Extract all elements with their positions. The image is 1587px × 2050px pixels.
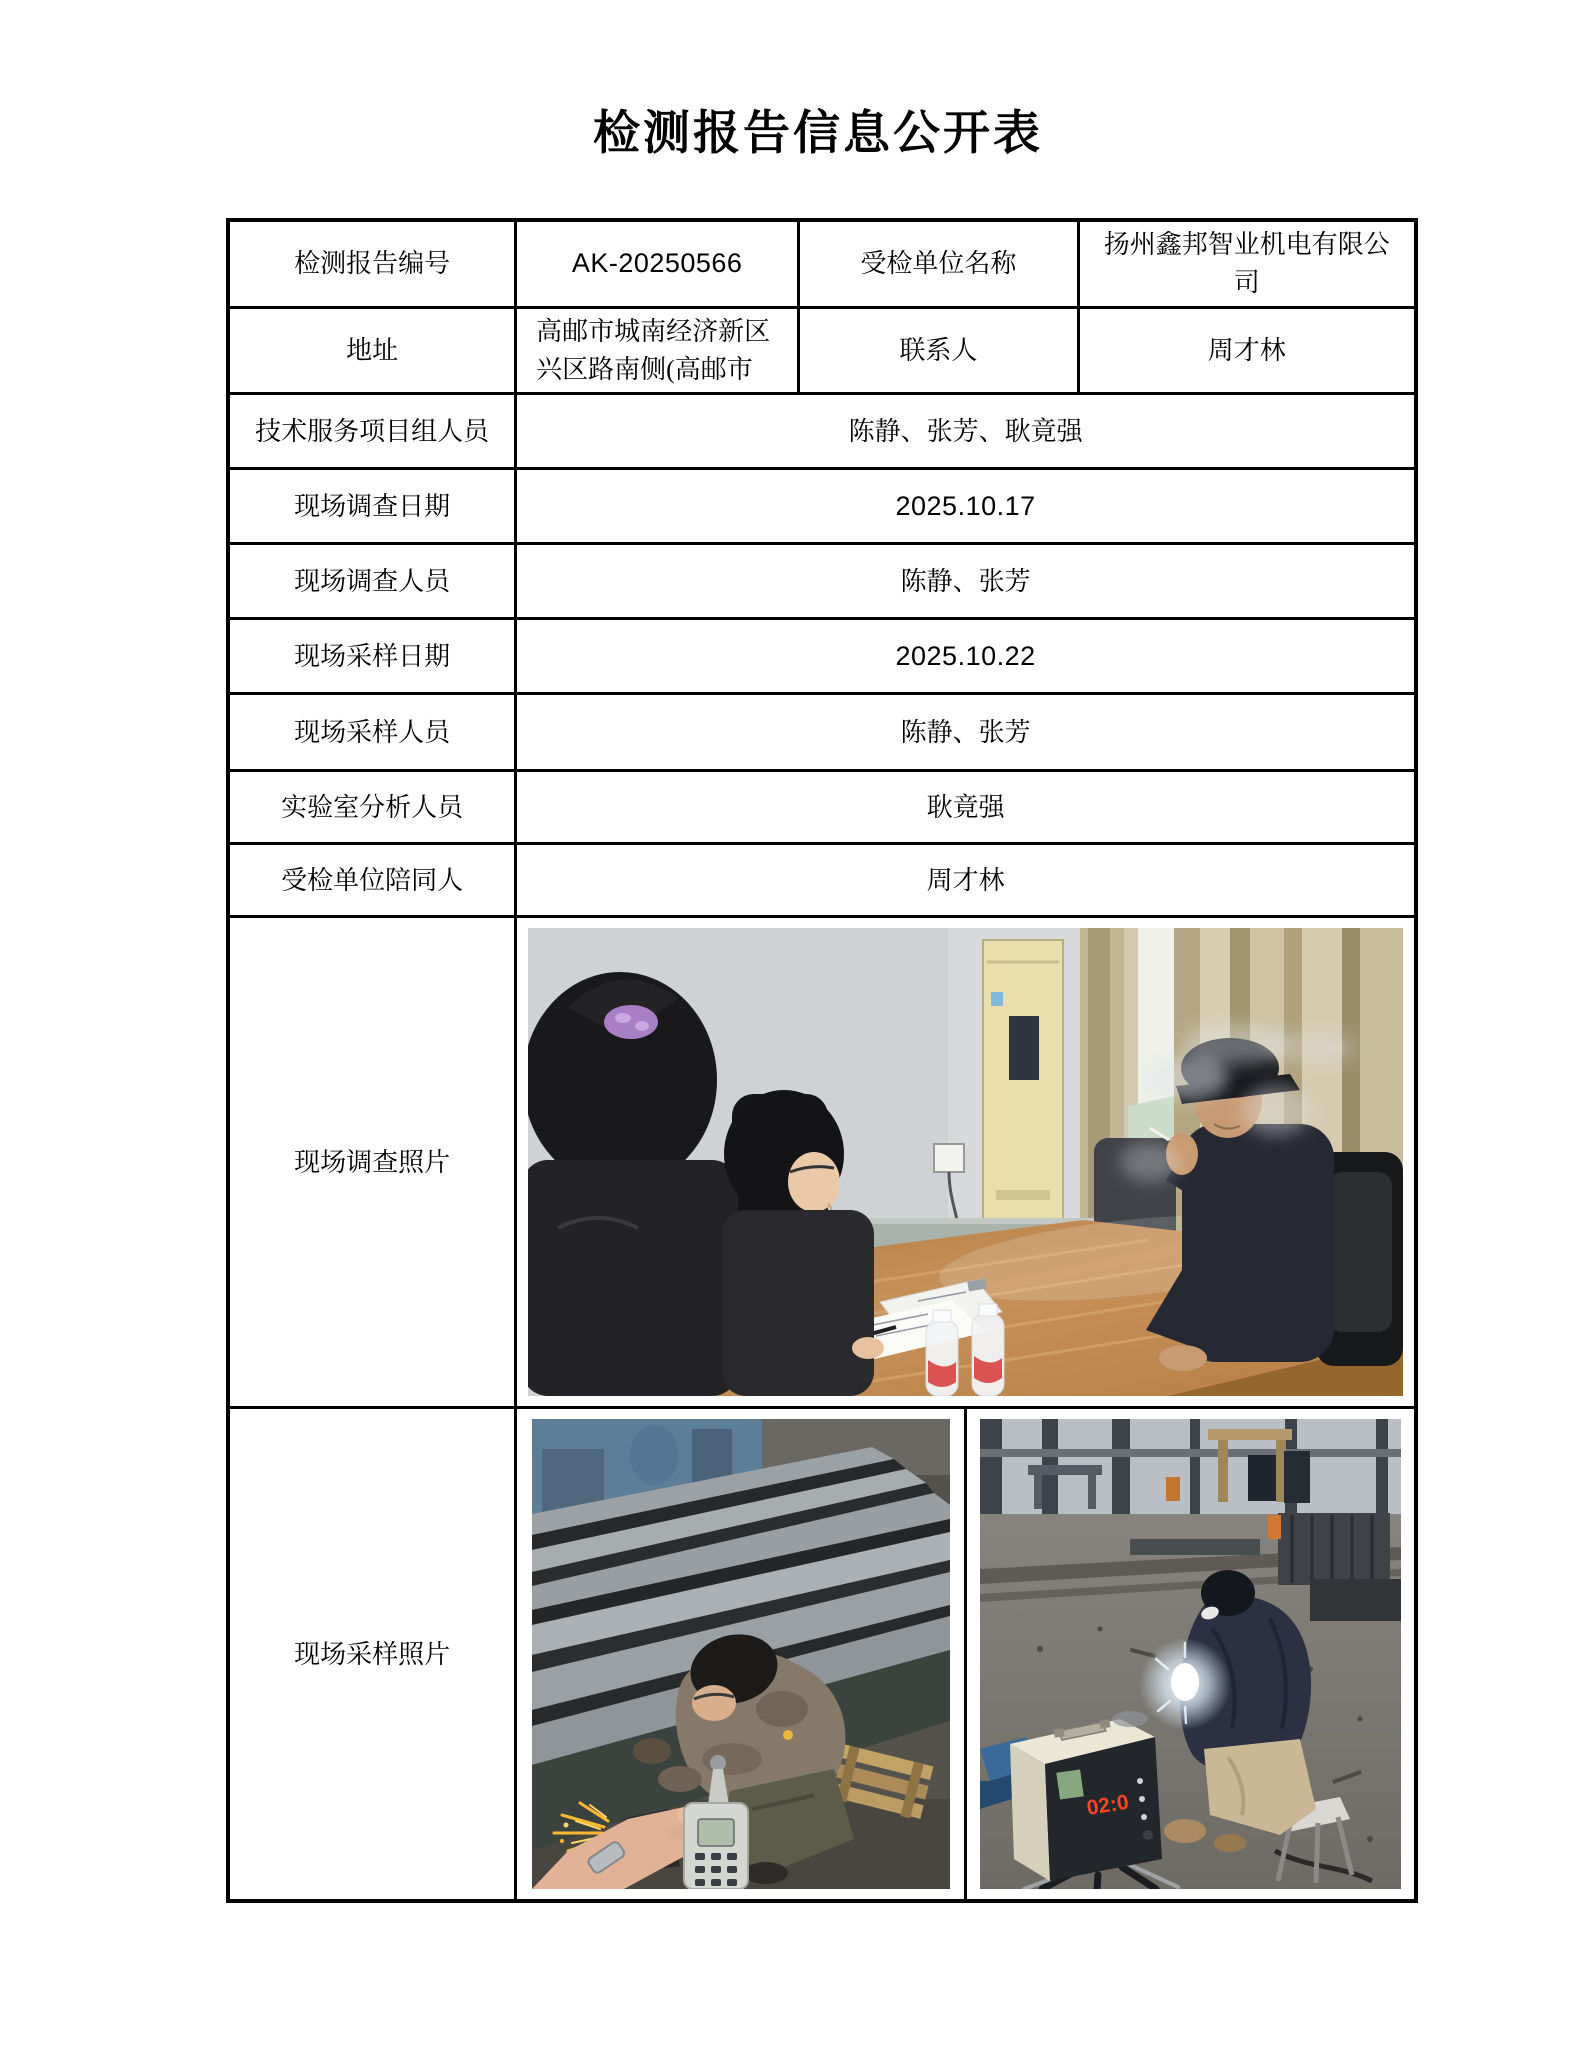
survey-staff-value: 陈静、张芳: [514, 545, 1414, 617]
site-survey-photo: [528, 928, 1403, 1396]
sampling-photo-cell-right: [964, 1409, 1414, 1899]
lab-analyst-value: 耿竟强: [514, 772, 1414, 842]
sampling-date-value: 2025.10.22: [514, 620, 1414, 692]
sampling-photo-cell-left: [514, 1409, 964, 1899]
report-table: [226, 218, 1418, 1903]
device-led-display: 02:0: [1085, 1791, 1131, 1821]
sampling-staff-label: 现场采样人员: [294, 717, 451, 747]
sampling-staff-value: 陈静、张芳: [514, 695, 1414, 769]
project-team-label: 技术服务项目组人员: [255, 416, 490, 446]
report-number-value: AK-20250566: [514, 222, 797, 306]
escort-label: 受检单位陪同人: [281, 865, 464, 895]
table-row: [230, 392, 1414, 467]
survey-staff-label: 现场调查人员: [294, 566, 451, 596]
sampling-date-label: 现场采样日期: [294, 641, 451, 671]
table-row: [230, 769, 1414, 842]
survey-photo-label: 现场调查照片: [294, 1147, 451, 1177]
lab-analyst-label: 实验室分析人员: [281, 792, 464, 822]
sampling-photo-grinding: [532, 1419, 950, 1889]
survey-date-value: 2025.10.17: [514, 470, 1414, 542]
table-row: [230, 467, 1414, 542]
table-row: [230, 306, 1414, 392]
table-row: [230, 1406, 1414, 1899]
inspected-unit-label: 受检单位名称: [797, 222, 1076, 306]
contact-label: 联系人: [797, 309, 1076, 392]
survey-photo-cell: [514, 918, 1414, 1406]
table-row: [230, 542, 1414, 617]
inspected-unit-value: 扬州鑫邦智业机电有限公司: [1077, 222, 1414, 306]
sampling-photo-welding: [980, 1419, 1401, 1889]
sampling-photo-label: 现场采样照片: [294, 1639, 451, 1669]
address-label: 地址: [346, 335, 399, 365]
contact-value: 周才林: [1077, 309, 1414, 392]
table-row: [230, 915, 1414, 1406]
project-team-value: 陈静、张芳、耿竟强: [514, 395, 1414, 467]
page-title: 检测报告信息公开表: [593, 108, 1043, 160]
address-value: 高邮市城南经济新区兴区路南侧(高邮市: [514, 309, 797, 392]
table-row: [230, 222, 1414, 306]
table-row: [230, 842, 1414, 915]
escort-value: 周才林: [514, 845, 1414, 915]
survey-date-label: 现场调查日期: [294, 491, 451, 521]
table-row: [230, 617, 1414, 692]
report-number-label: 检测报告编号: [294, 249, 451, 279]
table-row: [230, 692, 1414, 769]
